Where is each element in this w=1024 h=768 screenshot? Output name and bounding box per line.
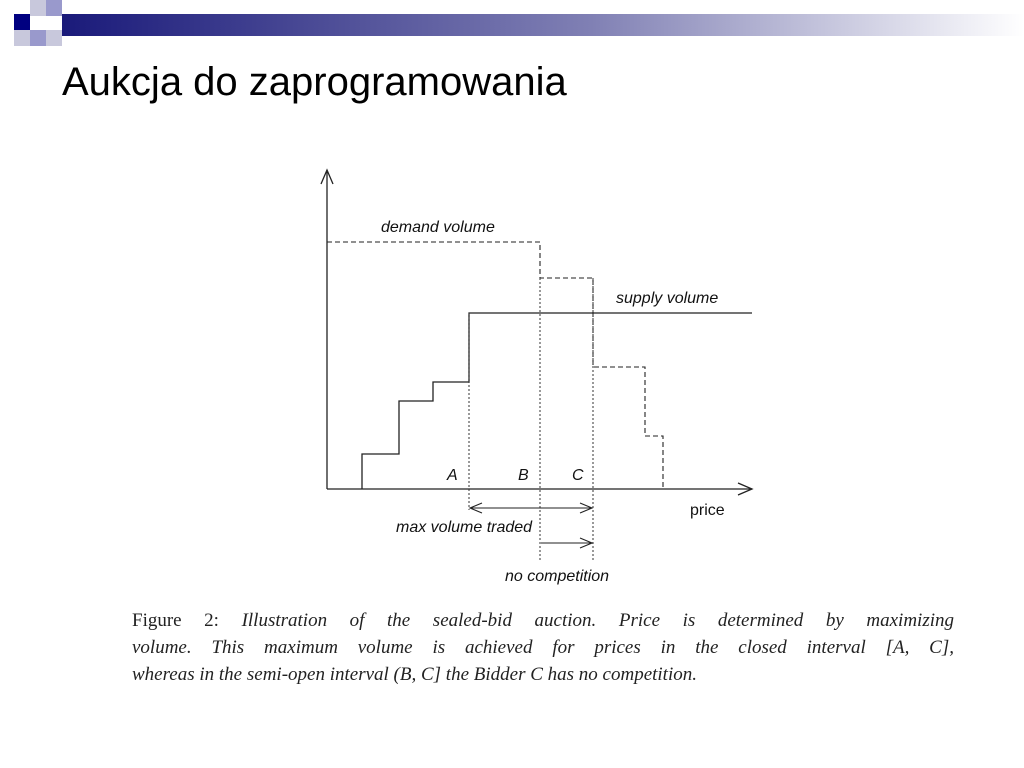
label-price: price xyxy=(690,502,725,519)
demand-curve xyxy=(327,242,663,489)
caption-line-2: volume. This maximum volume is achieved for prices in the closed interval [A, C], xyxy=(132,637,954,658)
label-b: B xyxy=(518,467,529,484)
caption-label: Figure 2: xyxy=(132,610,219,631)
banner-square-light-1 xyxy=(30,0,46,16)
caption-line-1 xyxy=(132,607,954,634)
caption-line-3: whereas in the semi-open interval (B, C] the Bidder C has no competition. xyxy=(132,664,697,685)
banner-square-light-2 xyxy=(46,0,62,16)
banner-square-light-4 xyxy=(46,30,62,46)
banner-square-light-5 xyxy=(14,30,30,46)
label-a: A xyxy=(447,467,458,484)
label-c: C xyxy=(572,467,584,484)
label-supply-volume: supply volume xyxy=(616,290,719,307)
label-no-competition: no competition xyxy=(505,568,610,585)
slide-title: Aukcja do zaprogramowania xyxy=(62,60,567,104)
caption-text-1: Illustration of the sealed-bid auction. Price is determined by maximizing xyxy=(241,610,955,631)
banner-square-light-3 xyxy=(30,30,46,46)
label-max-volume-traded: max volume traded xyxy=(396,519,533,536)
banner-square-dark-1 xyxy=(14,14,30,30)
supply-curve xyxy=(362,313,752,489)
auction-diagram xyxy=(300,160,780,590)
banner-gradient-bar xyxy=(62,14,1024,36)
figure-caption xyxy=(132,607,954,688)
label-demand-volume: demand volume xyxy=(381,219,495,236)
title-banner xyxy=(0,0,1024,50)
